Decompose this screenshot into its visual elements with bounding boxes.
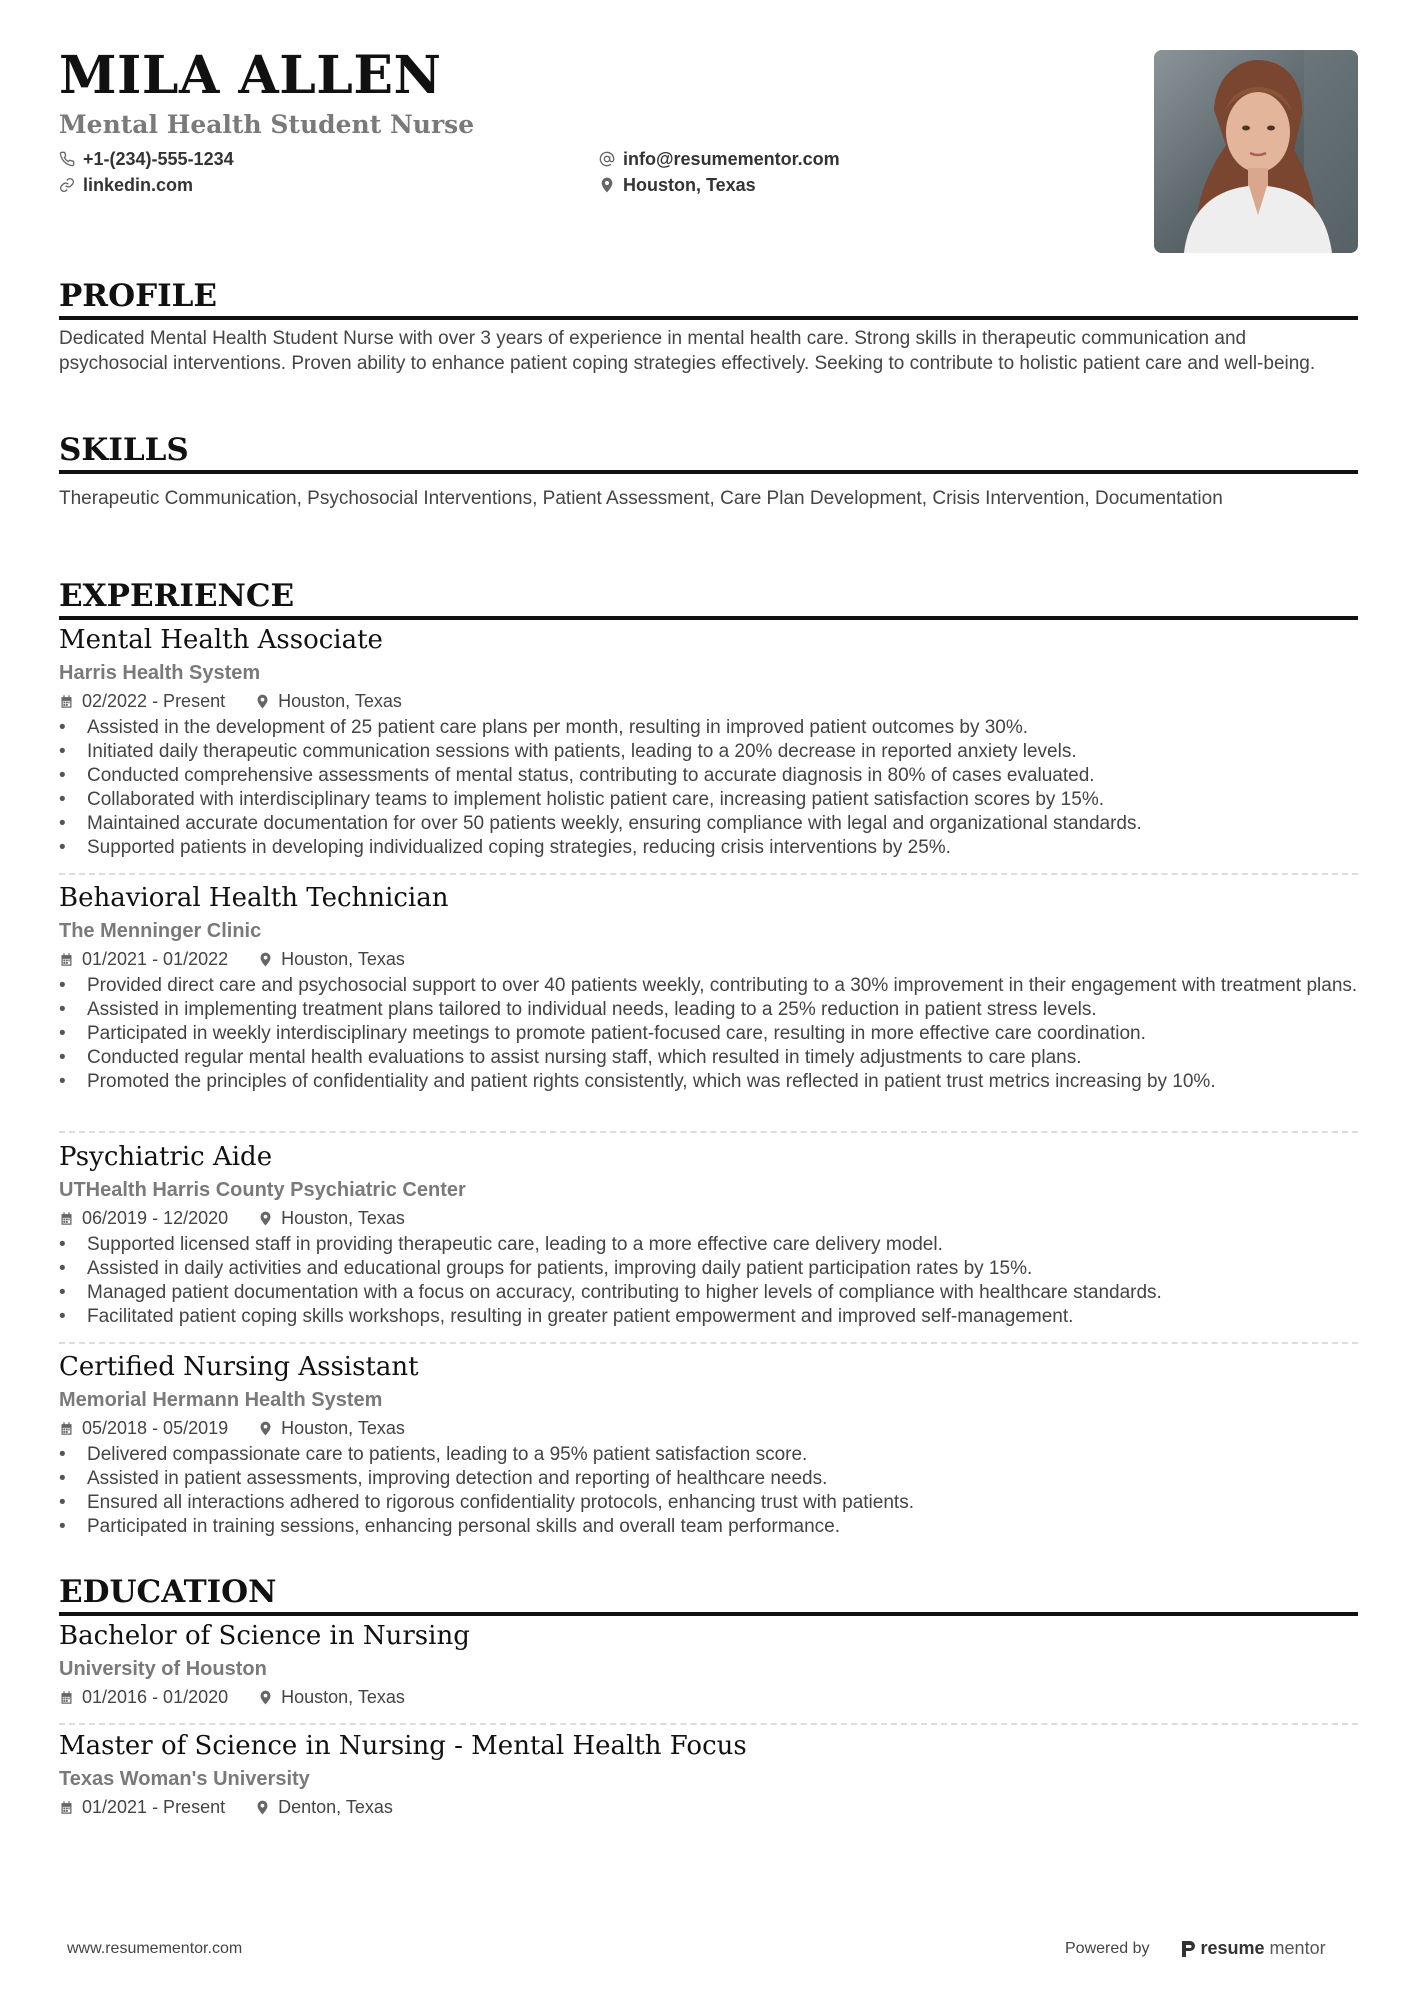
degree-title: Master of Science in Nursing - Mental Health Focus bbox=[59, 1731, 747, 1761]
profile-heading: PROFILE bbox=[59, 278, 1358, 320]
contact-location bbox=[599, 174, 756, 196]
bullet-item: • Supported licensed staff in providing therapeutic care, leading to a more effective care delivery model. bbox=[59, 1233, 1358, 1257]
job-organization: UTHealth Harris County Psychiatric Center bbox=[59, 1179, 466, 1201]
experience-heading: EXPERIENCE bbox=[59, 578, 1358, 620]
education-meta bbox=[59, 1795, 1358, 1819]
job-role: Mental Health Associate bbox=[59, 625, 383, 655]
education-location: Houston, Texas bbox=[281, 1687, 405, 1707]
experience-item bbox=[59, 1141, 1358, 1329]
education-location: Denton, Texas bbox=[278, 1797, 393, 1817]
profile-text: Dedicated Mental Health Student Nurse with over 3 years of experience in mental health care. Strong skills in therapeutic communication and psychosocial interventions. Proven ability to enhance patient coping strategies effectively. Seeking to contribute to holistic patient care and well-being. bbox=[59, 328, 1316, 374]
calendar-icon bbox=[59, 1800, 74, 1815]
footer-powered-by bbox=[1065, 1938, 1326, 1959]
job-location: Houston, Texas bbox=[281, 1418, 405, 1438]
item-divider bbox=[59, 1131, 1358, 1133]
resume-page bbox=[59, 0, 1358, 1995]
bullet-item: • Provided direct care and psychosocial support to over 40 patients weekly, contributing to a 30% improvement in their engagement with treatment plans. bbox=[59, 974, 1358, 998]
job-location: Houston, Texas bbox=[278, 691, 402, 711]
job-bullets bbox=[59, 716, 1358, 860]
bullet-item: • Ensured all interactions adhered to rigorous confidentiality protocols, enhancing trust with patients. bbox=[59, 1491, 1358, 1515]
bullet-item: • Assisted in the development of 25 patient care plans per month, resulting in improved patient outcomes by 30%. bbox=[59, 716, 1358, 740]
map-pin-icon bbox=[255, 694, 270, 709]
powered-by-label: Powered by bbox=[1065, 1939, 1150, 1957]
linkedin-text: linkedin.com bbox=[83, 175, 194, 195]
job-organization: Harris Health System bbox=[59, 662, 261, 684]
resumementor-logo-icon bbox=[1180, 1939, 1196, 1959]
profile-photo bbox=[1154, 50, 1358, 253]
skills-heading: SKILLS bbox=[59, 432, 1358, 474]
skills-text: Therapeutic Communication, Psychosocial Interventions, Patient Assessment, Care Plan Development, Crisis Intervention, Documentation bbox=[59, 488, 1223, 509]
contact-linkedin[interactable] bbox=[59, 174, 193, 196]
bullet-item: • Initiated daily therapeutic communication sessions with patients, leading to a 20% decrease in reported anxiety levels. bbox=[59, 740, 1358, 764]
education-dates: 01/2021 - Present bbox=[82, 1797, 226, 1817]
job-meta bbox=[59, 1206, 1358, 1230]
map-pin-icon bbox=[258, 1690, 273, 1705]
bullet-item: • Maintained accurate documentation for over 50 patients weekly, ensuring compliance with legal and organizational standards. bbox=[59, 812, 1358, 836]
job-location: Houston, Texas bbox=[281, 1208, 405, 1228]
candidate-title: Mental Health Student Nurse bbox=[59, 110, 475, 139]
job-meta bbox=[59, 689, 1358, 713]
job-meta bbox=[59, 1416, 1358, 1440]
job-location: Houston, Texas bbox=[281, 949, 405, 969]
bullet-item: • Conducted regular mental health evaluations to assist nursing staff, which resulted in timely adjustments to care plans. bbox=[59, 1046, 1358, 1070]
bullet-item: • Participated in weekly interdisciplinary meetings to promote patient-focused care, resulting in more effective care coordination. bbox=[59, 1022, 1358, 1046]
calendar-icon bbox=[59, 694, 74, 709]
phone-text: +1-(234)-555-1234 bbox=[83, 149, 234, 169]
calendar-icon bbox=[59, 1211, 74, 1226]
education-item bbox=[59, 1620, 1358, 1709]
experience-item bbox=[59, 624, 1358, 860]
bullet-item: • Conducted comprehensive assessments of mental status, contributing to accurate diagnosis in 80% of cases evaluated. bbox=[59, 764, 1358, 788]
calendar-icon bbox=[59, 1690, 74, 1705]
education-dates: 01/2016 - 01/2020 bbox=[82, 1687, 229, 1707]
bullet-item: • Assisted in daily activities and educational groups for patients, improving daily patient participation rates by 15%. bbox=[59, 1257, 1358, 1281]
map-pin-icon bbox=[258, 1421, 273, 1436]
bullet-item: • Collaborated with interdisciplinary teams to implement holistic patient care, increasing patient satisfaction scores by 15%. bbox=[59, 788, 1358, 812]
bullet-item: • Assisted in implementing treatment plans tailored to individual needs, leading to a 25% reduction in patient stress levels. bbox=[59, 998, 1358, 1022]
job-dates: 02/2022 - Present bbox=[82, 691, 226, 711]
job-dates: 05/2018 - 05/2019 bbox=[82, 1418, 229, 1438]
link-icon bbox=[59, 177, 75, 193]
portrait-image bbox=[1154, 50, 1358, 253]
contact-phone[interactable] bbox=[59, 148, 234, 170]
map-pin-icon bbox=[258, 1211, 273, 1226]
location-text: Houston, Texas bbox=[623, 175, 756, 195]
job-role: Psychiatric Aide bbox=[59, 1142, 273, 1172]
bullet-item: • Participated in training sessions, enhancing personal skills and overall team performance. bbox=[59, 1515, 1358, 1539]
phone-icon bbox=[59, 151, 75, 167]
job-dates: 06/2019 - 12/2020 bbox=[82, 1208, 229, 1228]
job-meta bbox=[59, 947, 1358, 971]
school-name: University of Houston bbox=[59, 1658, 267, 1680]
bullet-item: • Supported patients in developing individualized coping strategies, reducing crisis interventions by 25%. bbox=[59, 836, 1358, 860]
item-divider bbox=[59, 1342, 1358, 1344]
bullet-item: • Assisted in patient assessments, improving detection and reporting of healthcare needs. bbox=[59, 1467, 1358, 1491]
brand-name-light: mentor bbox=[1269, 1938, 1326, 1958]
job-dates: 01/2021 - 01/2022 bbox=[82, 949, 229, 969]
bullet-item: • Facilitated patient coping skills workshops, resulting in greater patient empowerment and improved self-management. bbox=[59, 1305, 1358, 1329]
email-text: info@resumementor.com bbox=[623, 149, 840, 169]
brand-logo[interactable] bbox=[1180, 1938, 1326, 1959]
job-bullets bbox=[59, 974, 1358, 1094]
job-role: Certified Nursing Assistant bbox=[59, 1352, 419, 1382]
map-pin-icon bbox=[255, 1800, 270, 1815]
experience-item bbox=[59, 882, 1358, 1094]
education-item bbox=[59, 1730, 1358, 1819]
item-divider bbox=[59, 873, 1358, 875]
education-meta bbox=[59, 1685, 1358, 1709]
job-organization: Memorial Hermann Health System bbox=[59, 1389, 383, 1411]
map-pin-icon bbox=[599, 177, 615, 193]
education-heading: EDUCATION bbox=[59, 1574, 1358, 1616]
item-divider bbox=[59, 1723, 1358, 1725]
degree-title: Bachelor of Science in Nursing bbox=[59, 1621, 470, 1651]
bullet-item: • Promoted the principles of confidentiality and patient rights consistently, which was reflected in patient trust metrics increasing by 10%. bbox=[59, 1070, 1358, 1094]
map-pin-icon bbox=[258, 952, 273, 967]
brand-name-bold: resume bbox=[1200, 1938, 1265, 1958]
bullet-item: • Delivered compassionate care to patients, leading to a 95% patient satisfaction score. bbox=[59, 1443, 1358, 1467]
job-role: Behavioral Health Technician bbox=[59, 883, 449, 913]
footer-website-link[interactable]: www.resumementor.com bbox=[67, 1940, 243, 1957]
candidate-name: MILA ALLEN bbox=[59, 45, 442, 106]
job-bullets bbox=[59, 1443, 1358, 1539]
job-bullets bbox=[59, 1233, 1358, 1329]
bullet-item: • Managed patient documentation with a focus on accuracy, contributing to higher levels of compliance with healthcare standards. bbox=[59, 1281, 1358, 1305]
job-organization: The Menninger Clinic bbox=[59, 920, 262, 942]
at-sign-icon bbox=[599, 151, 615, 167]
school-name: Texas Woman's University bbox=[59, 1768, 310, 1790]
calendar-icon bbox=[59, 952, 74, 967]
contact-email[interactable] bbox=[599, 148, 840, 170]
experience-item bbox=[59, 1351, 1358, 1539]
calendar-icon bbox=[59, 1421, 74, 1436]
